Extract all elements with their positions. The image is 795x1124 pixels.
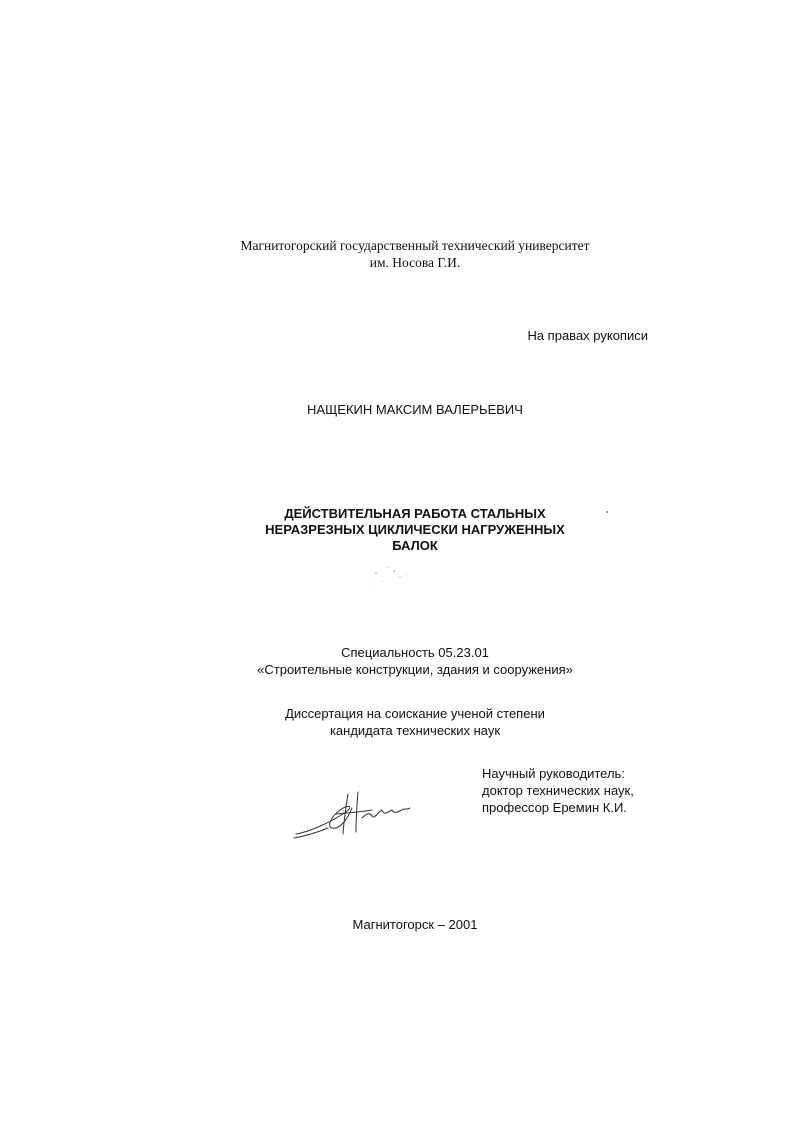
title-line-2: НЕРАЗРЕЗНЫХ ЦИКЛИЧЕСКИ НАГРУЖЕННЫХ — [265, 522, 565, 537]
handwritten-signature — [288, 788, 413, 840]
degree-block — [200, 705, 630, 739]
supervisor-degree: доктор технических наук, — [482, 783, 634, 798]
city-year: Магнитогорск – 2001 — [352, 917, 478, 932]
author-name: НАЩЕКИН МАКСИМ ВАЛЕРЬЕВИЧ — [307, 402, 523, 417]
supervisor-label: Научный руководитель: — [482, 766, 625, 781]
supervisor-block — [482, 765, 682, 816]
manuscript-rights-notice: На правах рукописи — [527, 328, 648, 343]
degree-line-1: Диссертация на соискание ученой степени — [285, 706, 545, 721]
supervisor-name: профессор Еремин К.И. — [482, 800, 627, 815]
specialty-name: «Строительные конструкции, здания и сооружения» — [257, 662, 573, 677]
scan-speck — [606, 511, 608, 513]
university-name: Магнитогорский государственный технический университет — [240, 238, 590, 253]
specialty-block — [200, 644, 630, 678]
degree-line-2: кандидата технических наук — [329, 723, 501, 738]
title-line-3: БАЛОК — [392, 538, 438, 553]
dissertation-title — [200, 506, 630, 554]
scan-specks — [370, 563, 420, 588]
title-line-1: ДЕЙСТВИТЕЛЬНАЯ РАБОТА СТАЛЬНЫХ — [284, 506, 546, 521]
university-named-after: им. Носова Г.И. — [369, 255, 461, 270]
specialty-code: Специальность 05.23.01 — [341, 645, 489, 660]
university-header — [200, 237, 630, 271]
